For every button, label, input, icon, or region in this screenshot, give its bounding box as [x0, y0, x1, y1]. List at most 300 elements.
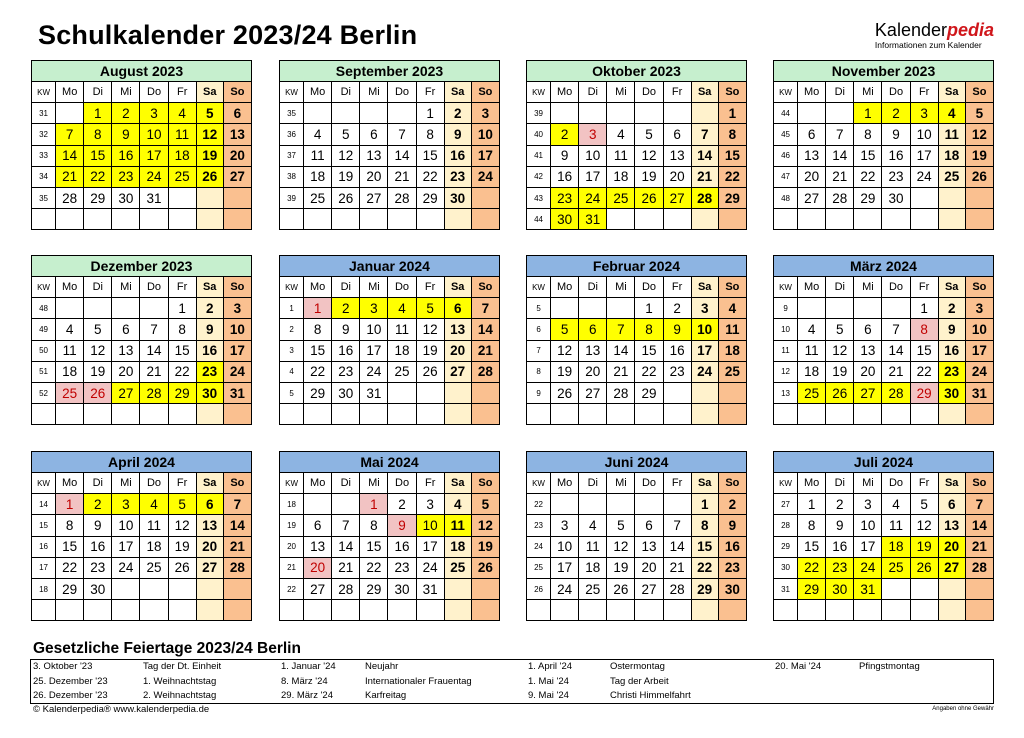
week-row	[774, 382, 994, 403]
weekday-header: Fr	[663, 473, 691, 494]
week-number: 13	[774, 382, 798, 403]
day-cell	[444, 600, 471, 621]
month-calendar	[526, 451, 747, 621]
day-cell: 12	[196, 124, 223, 145]
day-cell: 12	[84, 340, 112, 361]
day-cell: 7	[663, 515, 691, 536]
day-cell: 2	[196, 298, 223, 319]
kw-header: KW	[32, 82, 56, 103]
day-cell: 25	[56, 382, 84, 403]
day-cell: 10	[691, 319, 718, 340]
day-cell: 21	[607, 361, 635, 382]
day-cell: 10	[471, 124, 499, 145]
day-cell: 22	[168, 361, 196, 382]
day-cell: 14	[332, 536, 360, 557]
day-cell: 20	[196, 536, 223, 557]
week-number: 48	[774, 187, 798, 208]
week-row	[280, 536, 500, 557]
week-number: 35	[32, 187, 56, 208]
weekday-header: Mo	[304, 277, 332, 298]
day-cell	[718, 600, 746, 621]
month-title: Juni 2024	[527, 452, 747, 473]
day-cell	[579, 298, 607, 319]
day-cell: 15	[416, 145, 444, 166]
day-cell: 7	[140, 319, 168, 340]
day-cell: 10	[140, 124, 168, 145]
weekday-header: Mo	[56, 82, 84, 103]
week-number: 51	[32, 361, 56, 382]
day-cell: 25	[579, 578, 607, 599]
day-cell	[304, 209, 332, 230]
day-cell	[607, 298, 635, 319]
kw-header: KW	[527, 277, 551, 298]
day-cell: 26	[826, 382, 854, 403]
month-calendar	[279, 255, 500, 425]
day-cell	[471, 578, 499, 599]
day-cell: 28	[607, 382, 635, 403]
week-number: 9	[774, 298, 798, 319]
month-title: Mai 2024	[280, 452, 500, 473]
day-cell: 20	[854, 361, 882, 382]
day-cell: 16	[444, 145, 471, 166]
day-cell	[223, 187, 251, 208]
day-cell: 10	[416, 515, 444, 536]
day-cell: 21	[882, 361, 910, 382]
day-cell	[471, 187, 499, 208]
week-row	[32, 494, 252, 515]
week-number: 48	[32, 298, 56, 319]
day-cell: 18	[168, 145, 196, 166]
day-cell: 30	[196, 382, 223, 403]
day-cell: 19	[416, 340, 444, 361]
day-cell	[663, 209, 691, 230]
day-cell: 30	[332, 382, 360, 403]
weekday-header: So	[223, 277, 251, 298]
day-cell: 1	[304, 298, 332, 319]
week-row	[32, 298, 252, 319]
day-cell: 28	[56, 187, 84, 208]
day-cell: 23	[718, 557, 746, 578]
day-cell: 12	[471, 515, 499, 536]
day-cell: 10	[360, 319, 388, 340]
day-cell: 30	[84, 578, 112, 599]
day-cell: 14	[223, 515, 251, 536]
month-title: September 2023	[280, 61, 500, 82]
day-cell: 31	[579, 209, 607, 230]
weekday-header: Fr	[910, 82, 938, 103]
day-cell	[416, 209, 444, 230]
day-cell: 29	[635, 382, 663, 403]
month-calendar	[773, 255, 994, 425]
weekday-header: Do	[635, 277, 663, 298]
day-cell: 9	[826, 515, 854, 536]
day-cell	[84, 404, 112, 425]
day-cell: 8	[910, 319, 938, 340]
day-cell: 29	[56, 578, 84, 599]
day-cell: 15	[691, 536, 718, 557]
day-cell	[360, 404, 388, 425]
weekday-header: Di	[579, 473, 607, 494]
day-cell: 23	[826, 557, 854, 578]
day-cell: 26	[416, 361, 444, 382]
day-cell: 23	[551, 187, 579, 208]
day-cell	[882, 578, 910, 599]
weekday-header: Sa	[196, 82, 223, 103]
day-cell: 11	[304, 145, 332, 166]
month-title: Februar 2024	[527, 256, 747, 277]
week-row	[32, 340, 252, 361]
week-row	[32, 124, 252, 145]
logo-brand-main: Kalender	[874, 20, 947, 40]
day-cell: 8	[360, 515, 388, 536]
week-number	[280, 404, 304, 425]
day-cell	[910, 187, 938, 208]
weekday-header: So	[223, 82, 251, 103]
day-cell: 10	[910, 124, 938, 145]
week-row	[774, 187, 994, 208]
weekday-header: Fr	[910, 473, 938, 494]
weekday-header: Fr	[416, 473, 444, 494]
day-cell: 4	[607, 124, 635, 145]
day-cell	[938, 578, 965, 599]
week-row	[774, 145, 994, 166]
day-cell: 31	[965, 382, 993, 403]
day-cell: 4	[168, 103, 196, 124]
day-cell	[332, 494, 360, 515]
day-cell: 17	[691, 340, 718, 361]
day-cell: 10	[579, 145, 607, 166]
week-number: 5	[280, 382, 304, 403]
day-cell	[938, 404, 965, 425]
day-cell: 21	[332, 557, 360, 578]
day-cell: 6	[112, 319, 140, 340]
day-cell: 24	[579, 187, 607, 208]
day-cell: 11	[607, 145, 635, 166]
day-cell	[416, 404, 444, 425]
kw-header: KW	[280, 82, 304, 103]
day-cell: 3	[579, 124, 607, 145]
day-cell	[56, 103, 84, 124]
day-cell	[882, 209, 910, 230]
day-cell: 25	[304, 187, 332, 208]
day-cell	[965, 209, 993, 230]
weekday-header: Mi	[607, 82, 635, 103]
week-number: 25	[527, 557, 551, 578]
day-cell: 19	[332, 166, 360, 187]
day-cell: 10	[551, 536, 579, 557]
day-cell: 26	[965, 166, 993, 187]
weekday-header: Do	[388, 473, 416, 494]
day-cell: 23	[84, 557, 112, 578]
week-row	[527, 600, 747, 621]
day-cell	[882, 600, 910, 621]
holiday-row	[33, 689, 221, 704]
weekday-header: Di	[84, 277, 112, 298]
weekday-header: Mi	[360, 277, 388, 298]
day-cell	[691, 103, 718, 124]
month-title: November 2023	[774, 61, 994, 82]
weekday-header: Mo	[304, 473, 332, 494]
week-number: 47	[774, 166, 798, 187]
day-cell: 26	[910, 557, 938, 578]
day-cell: 29	[691, 578, 718, 599]
day-cell	[607, 103, 635, 124]
day-cell: 17	[140, 145, 168, 166]
day-cell: 16	[196, 340, 223, 361]
day-cell: 8	[691, 515, 718, 536]
day-cell: 3	[854, 494, 882, 515]
day-cell: 29	[168, 382, 196, 403]
week-row	[774, 536, 994, 557]
weekday-header: Do	[635, 473, 663, 494]
day-cell: 18	[607, 166, 635, 187]
holidays-column	[33, 660, 221, 704]
week-number	[774, 600, 798, 621]
day-cell: 18	[938, 145, 965, 166]
day-cell: 26	[332, 187, 360, 208]
day-cell: 11	[882, 515, 910, 536]
day-cell: 1	[416, 103, 444, 124]
week-number: 33	[32, 145, 56, 166]
day-cell: 19	[471, 536, 499, 557]
day-cell: 14	[388, 145, 416, 166]
holiday-row	[281, 660, 472, 675]
week-number: 22	[280, 578, 304, 599]
weekday-header: Fr	[910, 277, 938, 298]
day-cell	[112, 209, 140, 230]
day-cell: 11	[444, 515, 471, 536]
holiday-name: 1. Weihnachtstag	[143, 675, 217, 687]
weekday-header: Sa	[196, 473, 223, 494]
day-cell: 20	[798, 166, 826, 187]
weekday-header: Do	[882, 277, 910, 298]
day-cell: 2	[84, 494, 112, 515]
day-cell: 12	[168, 515, 196, 536]
day-cell: 28	[965, 557, 993, 578]
day-cell: 18	[718, 340, 746, 361]
week-number	[32, 404, 56, 425]
holiday-row	[33, 660, 221, 675]
weekday-header: Mo	[798, 473, 826, 494]
day-cell: 7	[607, 319, 635, 340]
holiday-name: Internationaler Frauentag	[365, 675, 472, 687]
day-cell: 11	[56, 340, 84, 361]
day-cell: 28	[332, 578, 360, 599]
day-cell	[663, 494, 691, 515]
day-cell: 24	[965, 361, 993, 382]
weekday-header: Di	[332, 82, 360, 103]
day-cell: 6	[798, 124, 826, 145]
holiday-date: 20. Mai '24	[775, 661, 822, 672]
day-cell	[360, 600, 388, 621]
week-row	[774, 600, 994, 621]
day-cell: 14	[607, 340, 635, 361]
day-cell	[168, 209, 196, 230]
day-cell: 9	[332, 319, 360, 340]
week-number: 2	[280, 319, 304, 340]
holiday-name: Ostermontag	[610, 661, 665, 672]
holiday-name: 2. Weihnachtstag	[143, 690, 217, 701]
day-cell: 2	[332, 298, 360, 319]
month-calendar	[31, 60, 252, 230]
week-number: 4	[280, 361, 304, 382]
day-cell	[471, 209, 499, 230]
weekday-header: Fr	[168, 277, 196, 298]
day-cell: 12	[607, 536, 635, 557]
holiday-date: 3. Oktober '23	[33, 661, 93, 672]
day-cell	[444, 578, 471, 599]
day-cell	[471, 382, 499, 403]
day-cell: 20	[112, 361, 140, 382]
day-cell	[854, 209, 882, 230]
day-cell: 25	[798, 382, 826, 403]
day-cell: 15	[168, 340, 196, 361]
week-number	[280, 600, 304, 621]
day-cell: 13	[663, 145, 691, 166]
week-row	[32, 145, 252, 166]
day-cell: 9	[444, 124, 471, 145]
weekday-header: Di	[84, 473, 112, 494]
day-cell: 27	[196, 557, 223, 578]
day-cell	[168, 600, 196, 621]
day-cell: 29	[84, 187, 112, 208]
week-row	[774, 298, 994, 319]
day-cell	[223, 404, 251, 425]
day-cell: 15	[910, 340, 938, 361]
day-cell: 15	[718, 145, 746, 166]
weekday-header: Fr	[663, 277, 691, 298]
day-cell: 9	[882, 124, 910, 145]
day-cell	[304, 494, 332, 515]
day-cell	[854, 600, 882, 621]
holiday-name: Christi Himmelfahrt	[610, 690, 691, 701]
day-cell: 8	[56, 515, 84, 536]
day-cell: 24	[223, 361, 251, 382]
day-cell: 17	[854, 536, 882, 557]
weekday-header: Di	[826, 277, 854, 298]
day-cell	[304, 404, 332, 425]
day-cell: 9	[196, 319, 223, 340]
day-cell: 16	[663, 340, 691, 361]
copyright-footer[interactable]: © Kalenderpedia® www.kalenderpedia.de	[33, 704, 210, 715]
day-cell: 10	[223, 319, 251, 340]
day-cell: 12	[910, 515, 938, 536]
day-cell: 16	[882, 145, 910, 166]
holiday-name: Neujahr	[365, 661, 399, 672]
holiday-row	[528, 675, 691, 690]
day-cell	[388, 103, 416, 124]
holiday-row	[528, 660, 691, 675]
weekday-header: So	[718, 277, 746, 298]
day-cell	[798, 209, 826, 230]
weekday-header: Do	[140, 277, 168, 298]
week-number: 39	[280, 187, 304, 208]
week-number: 44	[527, 209, 551, 230]
week-number: 34	[32, 166, 56, 187]
day-cell	[910, 600, 938, 621]
day-cell: 2	[388, 494, 416, 515]
weekday-header: So	[965, 82, 993, 103]
day-cell: 29	[416, 187, 444, 208]
month-title: April 2024	[32, 452, 252, 473]
day-cell: 3	[471, 103, 499, 124]
week-row	[527, 557, 747, 578]
week-number: 9	[527, 382, 551, 403]
day-cell	[168, 404, 196, 425]
day-cell: 21	[965, 536, 993, 557]
day-cell: 8	[798, 515, 826, 536]
weekday-header: Do	[635, 82, 663, 103]
kalenderpedia-logo[interactable]	[875, 21, 994, 50]
day-cell: 5	[471, 494, 499, 515]
kw-header: KW	[280, 473, 304, 494]
day-cell: 2	[826, 494, 854, 515]
weekday-header: Sa	[938, 82, 965, 103]
weekday-header: Di	[332, 277, 360, 298]
day-cell: 23	[112, 166, 140, 187]
day-cell: 25	[388, 361, 416, 382]
day-cell: 8	[635, 319, 663, 340]
day-cell: 4	[304, 124, 332, 145]
week-row	[527, 319, 747, 340]
week-number: 41	[527, 145, 551, 166]
weekday-header: Mi	[607, 473, 635, 494]
week-row	[527, 404, 747, 425]
day-cell: 16	[388, 536, 416, 557]
week-number: 19	[280, 515, 304, 536]
weekday-header: Do	[882, 473, 910, 494]
day-cell: 15	[635, 340, 663, 361]
week-row	[527, 145, 747, 166]
day-cell: 2	[112, 103, 140, 124]
day-cell	[196, 209, 223, 230]
week-row	[32, 166, 252, 187]
week-number: 43	[527, 187, 551, 208]
weekday-header: Sa	[691, 473, 718, 494]
day-cell	[663, 404, 691, 425]
day-cell: 15	[854, 145, 882, 166]
day-cell: 30	[938, 382, 965, 403]
day-cell: 9	[938, 319, 965, 340]
day-cell: 7	[56, 124, 84, 145]
day-cell: 19	[551, 361, 579, 382]
day-cell: 25	[444, 557, 471, 578]
holiday-date: 1. April '24	[528, 661, 573, 672]
weekday-header: So	[965, 473, 993, 494]
week-row	[280, 361, 500, 382]
day-cell: 5	[196, 103, 223, 124]
day-cell: 3	[965, 298, 993, 319]
weekday-header: Mi	[854, 82, 882, 103]
day-cell	[718, 382, 746, 403]
week-number: 45	[774, 124, 798, 145]
weekday-header: Mi	[360, 473, 388, 494]
day-cell	[854, 404, 882, 425]
day-cell: 9	[551, 145, 579, 166]
day-cell: 23	[938, 361, 965, 382]
day-cell	[56, 209, 84, 230]
day-cell: 31	[360, 382, 388, 403]
week-row	[774, 340, 994, 361]
week-row	[32, 319, 252, 340]
day-cell: 22	[360, 557, 388, 578]
day-cell: 3	[360, 298, 388, 319]
day-cell: 5	[551, 319, 579, 340]
holiday-date: 29. März '24	[281, 690, 333, 701]
week-number: 17	[32, 557, 56, 578]
day-cell: 30	[718, 578, 746, 599]
week-number: 3	[280, 340, 304, 361]
